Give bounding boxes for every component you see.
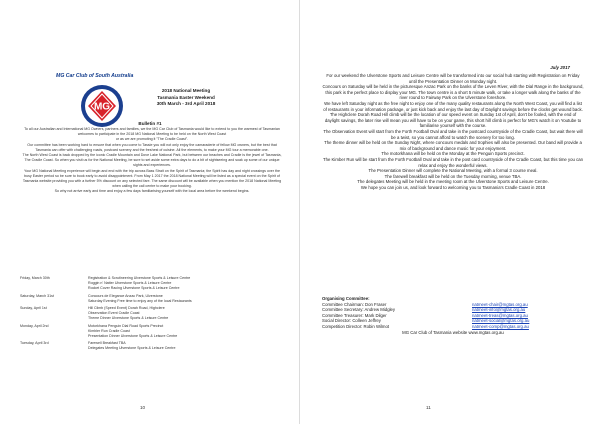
- paragraph: or as we are promoting it "The Cradle Coast".: [115, 137, 189, 142]
- paragraph: So why not arrive early and time and enjoy a few days familiarising yourself with the local area before the weekend begins.: [54, 189, 250, 194]
- paragraph: The North West Coast is back dropped by the iconic Cradle Mountain and Dove Lake National Park, but between our beaches and Cradle is the jewel of Tasmania, The Cradle Coast. So when you visit us for the National Meeting, be sure to set aside some extra days to do a bit of sightseeing and soak up some of our unique sights and experiences.: [22, 153, 282, 168]
- schedule-item: Registration & Scrutineering Ulverstone Sports & Leisure Centre: [88, 276, 191, 280]
- meeting-dates: 30th March - 3rd April 2018: [156, 101, 216, 107]
- paragraph: Your MG National Meeting experience will begin and end with the trip across Bass Strait on the Spirit of Tasmania; the Spirit has day and night crossings over the busy Easter period so be sure to book early to avoid disappointment. From May 1 2017 the 2018 National Meeting will be listed as a special event on the Spirit of Tasmania website providing you with a further 5% discount on any selected fare. The same discount will be available when you mention the 2018 National Meeting when calling the call centre to make your booking.: [22, 168, 282, 189]
- committee-email-link[interactable]: natmeet-info@mgtas.org.au: [472, 307, 526, 313]
- schedule: [20, 276, 290, 354]
- left-body-text: [20, 127, 284, 195]
- paragraph: The Kimber Run will be start from the Forth Football Oval and take in the post card countryside of the Cradle Coast, but this time you can relax and enjoy the wonderful views.: [322, 156, 584, 168]
- schedule-row: [20, 306, 290, 322]
- paragraph: Concours on Saturday will be held in the picturesque Anzac Park on the banks of the Leven River, with the Dial Range in the background, this park is the perfect place to display your MG. The town centre is a short 5 minute walk, or take a longer walk along the banks of the river round to Fairway Park on the Ulverstone foreshore.: [322, 84, 584, 101]
- schedule-row: [20, 341, 290, 351]
- schedule-day: Monday, April 2nd: [20, 323, 49, 328]
- schedule-item: Concours de Elegance Anzac Park, Ulverstone: [88, 293, 163, 298]
- paragraph: We have left Saturday night as the free night to enjoy one of the many quality restaurants along the North West Coast, you will find a list of restaurants in your information package, or just kick back and enjoy the last day of Daylight savings before the clocks get wound back.: [323, 100, 583, 112]
- meeting-title: 2018 National Meeting: [161, 88, 211, 93]
- paragraph: For our weekend the Ulverstone Sports and Leisure Centre will be transformed into our social hub starting with Registration on Friday until the Presentation Dinner on Monday night.: [326, 73, 580, 84]
- schedule-item: Farewell Breakfast TBA: [88, 341, 126, 346]
- schedule-item: Saturday Evening Free time to enjoy any of the local Restaurants: [88, 298, 192, 303]
- schedule-day: Friday, March 30th: [20, 276, 50, 280]
- committee-email-link[interactable]: natmeet-chair@mgtas.org.au: [472, 301, 528, 307]
- schedule-item: Delegates Meeting Ulverstone Sports & Leisure Centre: [88, 346, 176, 351]
- schedule-row: [20, 324, 290, 340]
- paragraph: The Presentation Dinner will complete the National Meeting, with a formal 3 course meal.: [368, 168, 538, 174]
- schedule-day: Tuesday, April 3rd: [20, 341, 49, 346]
- paragraph: Our committee has been working hard to ensure that when you come to Tassie you will not only enjoy the camaraderie of fellow MG owners, but the best that Tasmania can offer with challenging roads, postcard scenery and the freshest of cuisine. All the elements, to make your MG tour a memorable one.: [27, 142, 277, 152]
- logo-letters: MG: [93, 101, 111, 113]
- paragraph: The theme dinner will be held on the Sunday Night, where concours medals and trophies will also be presented. Our band will provide a mix of background and dance music for your enjoyment.: [324, 140, 582, 151]
- schedule-item: Hill Climb (Speed Event) Dorah Road, Highclere: [88, 306, 165, 311]
- schedule-item: Kimbler Run Cradle Coast: [88, 328, 130, 333]
- meeting-location: Tasmania Easter Weekend: [157, 94, 215, 100]
- committee-email-link[interactable]: natmeet-comp@mgtas.org.au: [472, 323, 529, 329]
- paragraph: The Observation Event will start from the Forth Football Oval and take in the postcard countryside of the Cradle Coast, but wait there will be a twist, so you cannot afford to watch the scenery for too long.: [323, 128, 583, 140]
- committee-role: Competition Director: Robin Wilmot: [322, 323, 390, 329]
- right-body-text: [322, 73, 584, 190]
- schedule-row: [20, 294, 290, 304]
- schedule-item: Rocket Cover Racing Ulverstone Sports & Leisure Centre: [88, 286, 180, 291]
- page-number: 11: [426, 405, 431, 410]
- organising-heading: Organising Committee:: [322, 296, 370, 301]
- paragraph: The motorkhana will be held on the Monday at the Penguin Sports precinct.: [381, 151, 525, 157]
- committee-email-link[interactable]: natmeet-treas@mgtas.org.au: [472, 312, 528, 318]
- paragraph: The Highclere Dorah Road Hill climb will be the location of our speed event on Sunday 1st of April, don't be fooled, with the end of daylight savings, the later rise will mean you will have to be on your game, this short hill climb is perfect for MG's watch it on Youtube to familiarise yourself with the course.: [324, 112, 582, 129]
- schedule-item: Observation Event Cradle Coast: [88, 311, 140, 316]
- schedule-item: Presentation Dinner Ulverstone Sports & Leisure Centre: [88, 334, 178, 339]
- schedule-day: Saturday, March 31st: [20, 293, 54, 298]
- club-website-line[interactable]: MG Car Club of Tasmania website www.mgtas.org.au: [402, 329, 504, 335]
- committee-role: Social Director: Colleen Jeffrey: [322, 318, 381, 324]
- paragraph: The farewell breakfast will be held on the Tuesday morning, venue TBA.: [384, 173, 522, 179]
- committee-role: Committee Treasurer: Mark Dilger: [322, 312, 387, 318]
- committee-role: Committee Chairman: Don Fraser: [322, 301, 387, 307]
- right-page: [300, 0, 600, 424]
- schedule-item: Theme Dinner Ulverstone Sports & Leisure Centre: [88, 316, 169, 321]
- committee-role: Committee Secretary: Andrew Midgley: [322, 307, 396, 313]
- meeting-heading: [130, 88, 242, 108]
- club-title: MG Car Club of South Australia: [56, 73, 134, 79]
- schedule-day: Sunday, April 1st: [20, 306, 47, 311]
- paragraph: We hope you can join us, and look forward to welcoming you to Tasmania's Cradle Coast in 2018: [360, 184, 546, 190]
- bulletin-date: July 2017: [550, 65, 570, 70]
- paragraph: The delegates Meeting will be held in the meeting room at the Ulverstone Sports and Leisure Centre.: [357, 179, 549, 185]
- schedule-row: [20, 276, 290, 292]
- schedule-item: Motorkhana Penguin Dial Road Sports Precinct: [88, 323, 164, 328]
- schedule-item: Roggin n' Natter Ulverstone Sports & Leisure Centre: [88, 281, 172, 286]
- organising-committee: [322, 296, 584, 335]
- paragraph: To all our Australian and International MG Owners, partners and families, we the MG Car Club of Tasmania would like to extend to you the warmest of Tasmanian welcomes to participate in the 2018 MG National Meeting to be held on the North West Coast: [24, 127, 280, 137]
- committee-email-link[interactable]: natmeet-social@mgtas.org.au: [472, 318, 530, 324]
- bulletin-title: Bulletin #1: [138, 121, 162, 126]
- page-number: 10: [140, 405, 146, 410]
